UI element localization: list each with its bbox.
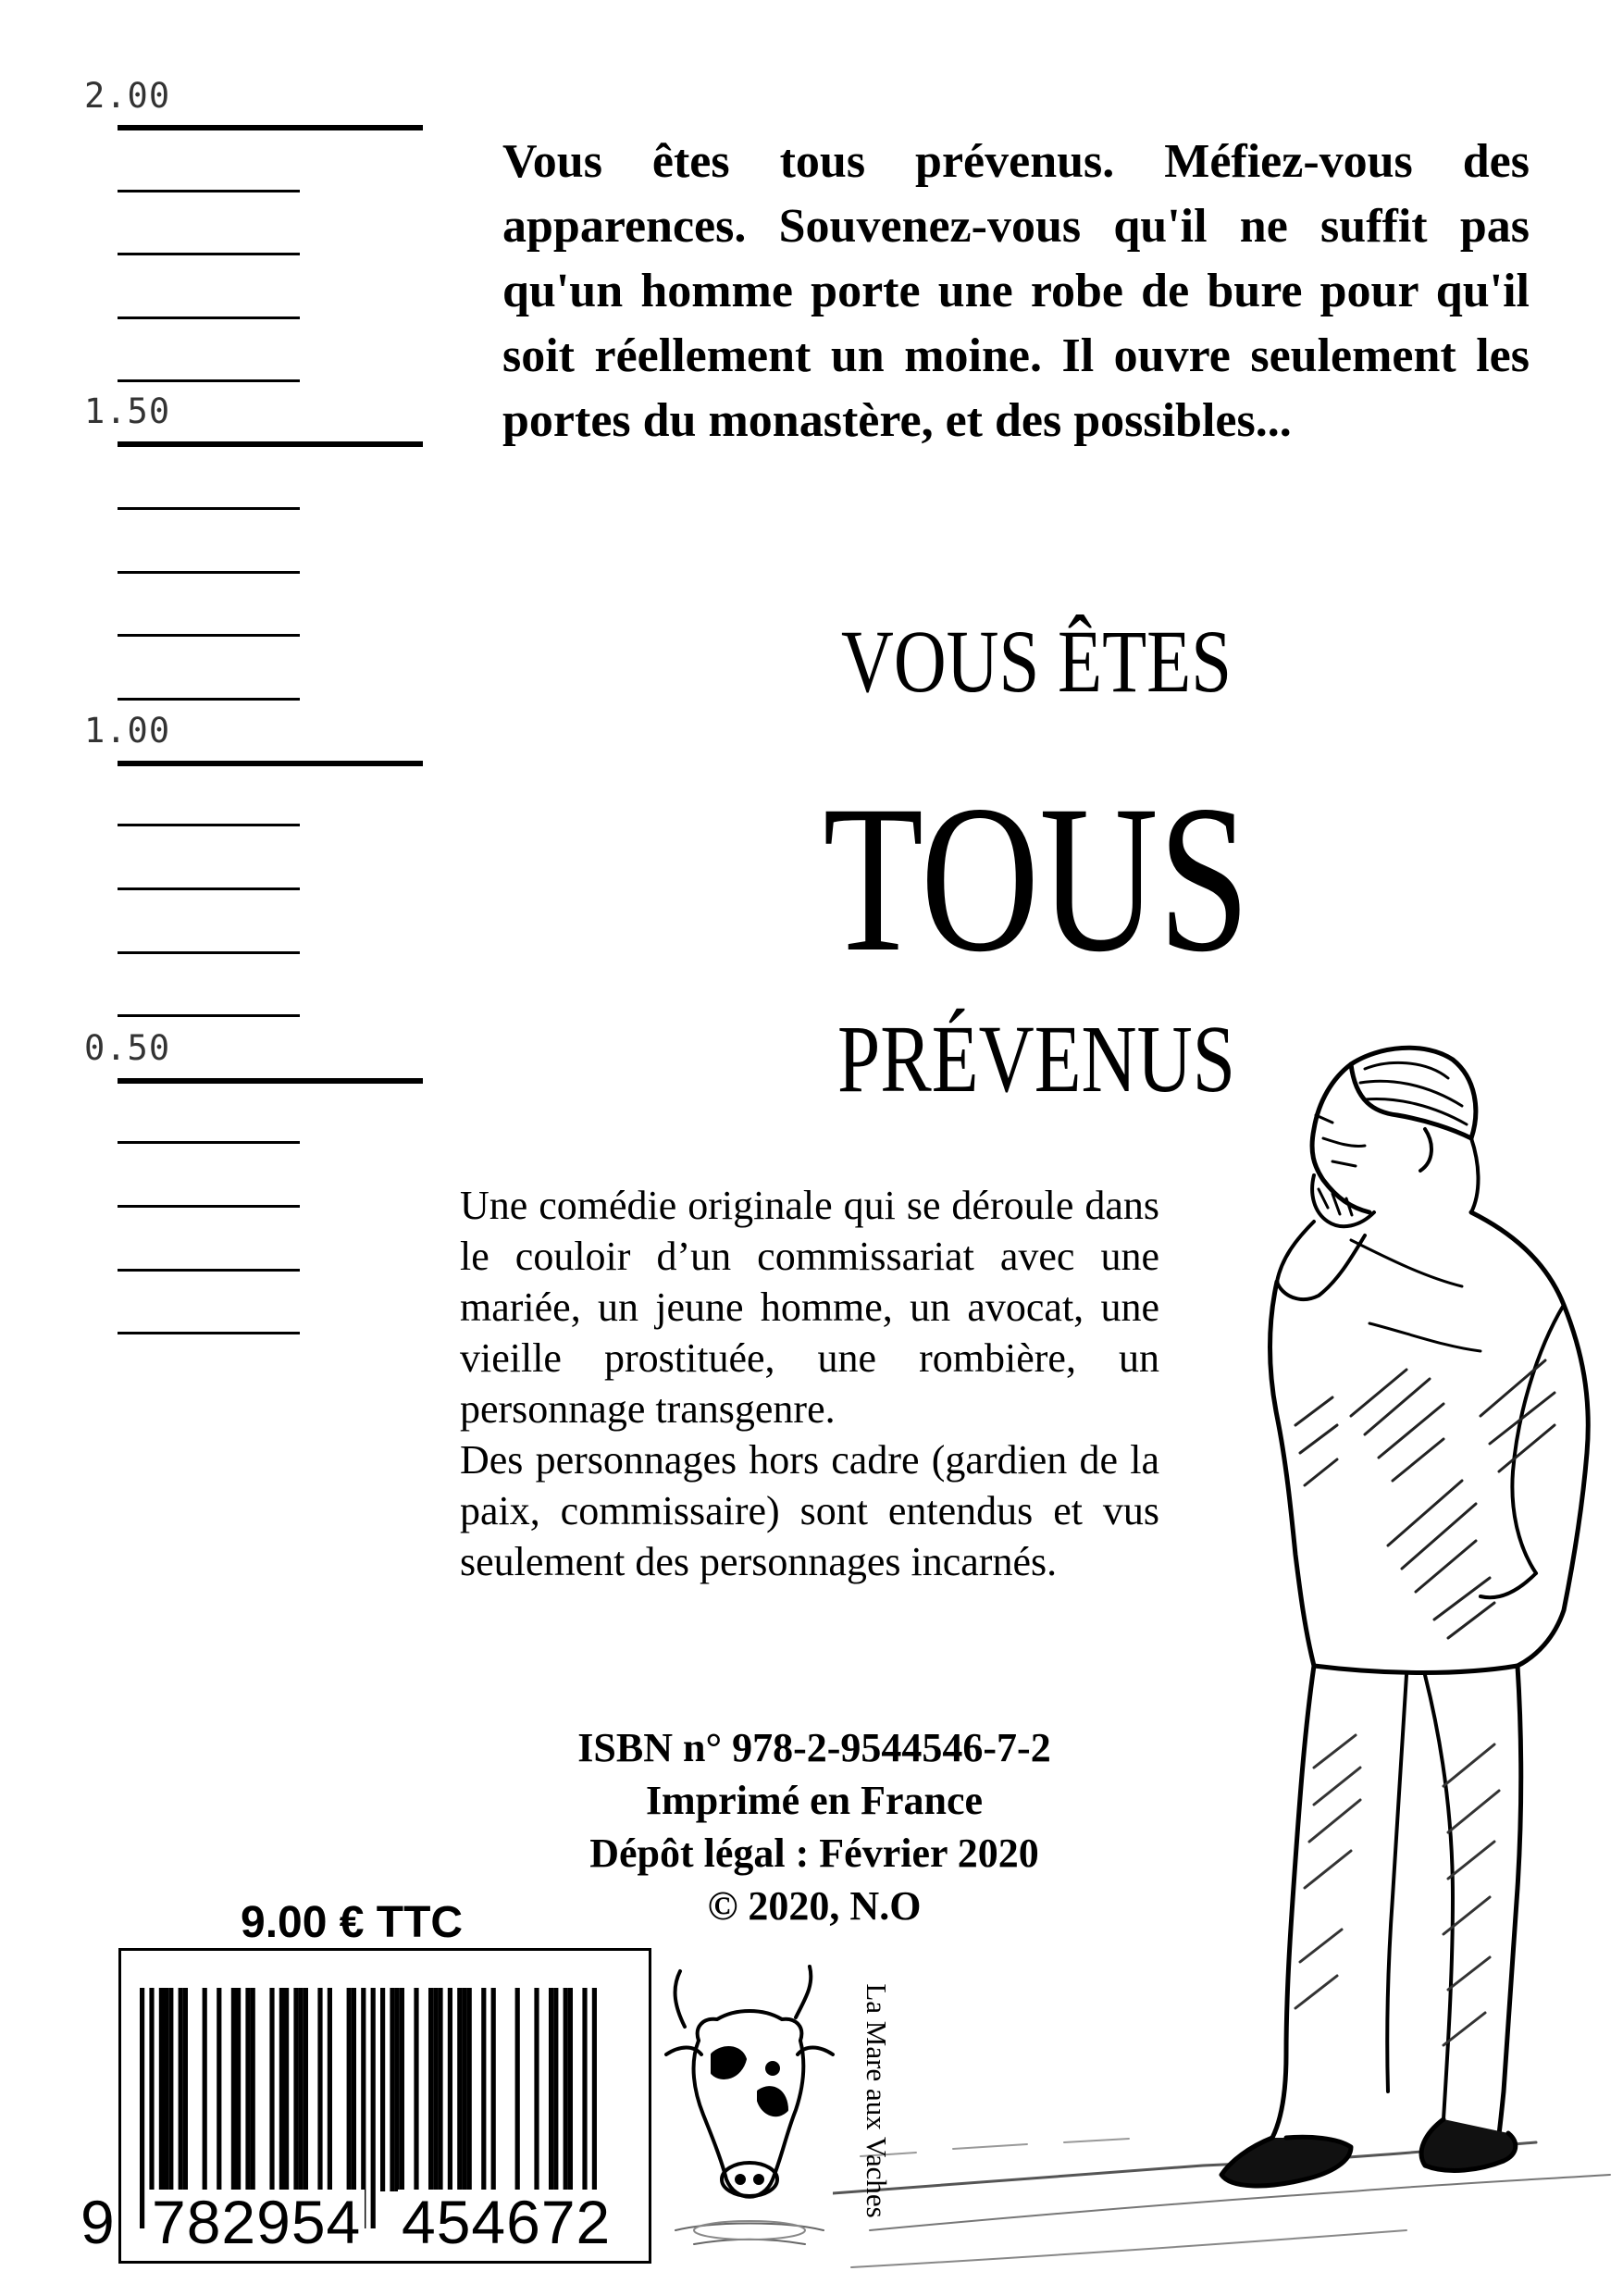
barcode-bar (159, 1988, 164, 2191)
barcode-bar (549, 1988, 553, 2191)
barcode-bar (448, 1988, 452, 2191)
height-label-1-00: 1.00 (84, 711, 171, 751)
barcode-bar (304, 1988, 308, 2191)
height-major-line (118, 761, 423, 766)
barcode-bar (352, 1988, 356, 2191)
barcode-bar (481, 1988, 486, 2191)
barcode-bar (328, 1988, 332, 2191)
height-minor-line (118, 190, 300, 192)
barcode-bar (168, 1988, 173, 2191)
barcode-bar (491, 1988, 496, 2191)
barcode-bar (467, 1988, 472, 2191)
barcode-bar (534, 1988, 539, 2191)
barcode-bar (284, 1988, 289, 2191)
barcode-bar (553, 1988, 558, 2191)
synopsis-paragraph-1: Une comédie originale qui se déroule dans le couloir d’un commissariat avec une mariée, un jeune homme, un avocat, une vieille prostituée, une rombière, un personnage transgenre. (460, 1183, 1159, 1432)
barcode-first-digit: 9 (81, 2188, 115, 2256)
height-major-line (118, 1078, 423, 1084)
price-label: 9.00 € TTC (241, 1898, 464, 1947)
legal-deposit-text: Dépôt légal : Février 2020 (589, 1831, 1039, 1876)
barcode-bar (245, 1988, 250, 2191)
barcode-bar (347, 1988, 352, 2191)
barcode-bar (428, 1988, 433, 2191)
barcode-right-digits: 454672 (398, 2190, 614, 2254)
height-label-1-50: 1.50 (84, 391, 171, 431)
barcode-bar (564, 1988, 568, 2191)
synopsis (460, 1180, 1159, 1587)
legal-info (481, 1721, 1147, 1932)
barcode-bar (568, 1988, 573, 2191)
height-minor-line (118, 1205, 300, 1208)
barcode-bar (371, 1988, 376, 2228)
cow-head-icon (648, 1953, 851, 2258)
height-minor-line (118, 253, 300, 255)
synopsis-paragraph-2: Des personnages hors cadre (gardien de la paix, commissaire) sont entendus et vus seulement des personnages incarnés. (460, 1437, 1159, 1584)
barcode-left-digits: 782954 (148, 2190, 365, 2254)
height-minor-line (118, 571, 300, 574)
title-line-2: TOUS (823, 763, 1250, 996)
height-minor-line (118, 887, 300, 890)
publisher-name: La Mare aux Vaches (861, 1983, 893, 2218)
barcode-bar (269, 1988, 274, 2191)
isbn-text: ISBN n° 978-2-9544546-7-2 (577, 1725, 1051, 1770)
height-label-0-50: 0.50 (84, 1028, 171, 1068)
barcode-bar (236, 1988, 241, 2191)
barcode-bar (140, 1988, 144, 2228)
back-cover-blurb: Vous êtes tous prévenus. Méfiez-vous des apparences. Souvenez-vous qu'il ne suffit pas qu'un homme porte une robe de bure pour qu'il soit réellement un moine. Il ouvre seulement les portes du monastère, et des possibles... (502, 135, 1530, 447)
barcode-bar (515, 1988, 520, 2191)
barcode-bar (299, 1988, 304, 2191)
barcode-bar (183, 1988, 188, 2191)
barcode-bar (433, 1988, 438, 2191)
height-minor-line (118, 1269, 300, 1272)
barcode-bar (231, 1988, 236, 2191)
barcode-bar (251, 1988, 255, 2191)
barcode-bar (380, 1988, 385, 2191)
barcode-bar (457, 1988, 462, 2191)
barcode-bar (390, 1988, 394, 2191)
height-minor-line (118, 507, 300, 510)
copyright-text: © 2020, N.O (707, 1883, 922, 1929)
height-minor-line (118, 951, 300, 954)
barcode-bar (203, 1988, 207, 2191)
height-major-line (118, 125, 423, 130)
height-minor-line (118, 316, 300, 319)
barcode-bar (395, 1988, 400, 2191)
height-minor-line (118, 634, 300, 637)
barcode-bar (279, 1988, 284, 2191)
barcode-bar (217, 1988, 221, 2191)
height-minor-line (118, 1332, 300, 1334)
barcode-bar (400, 1988, 404, 2191)
barcode-bar (164, 1988, 168, 2191)
barcode-bar (438, 1988, 442, 2191)
barcode-bar (462, 1988, 466, 2191)
height-minor-line (118, 1141, 300, 1144)
barcode-bar (414, 1988, 418, 2191)
title-line-3: PRÉVENUS (837, 1006, 1235, 1112)
printed-in-text: Imprimé en France (645, 1778, 984, 1823)
height-minor-line (118, 698, 300, 701)
title-line-1: VOUS ÊTES (840, 612, 1233, 711)
barcode-bar (317, 1988, 322, 2191)
height-minor-line (118, 824, 300, 826)
barcode-bar (179, 1988, 183, 2191)
height-label-2-00: 2.00 (84, 76, 171, 116)
height-major-line (118, 441, 423, 447)
height-minor-line (118, 1014, 300, 1017)
height-minor-line (118, 379, 300, 382)
barcode-bar (293, 1988, 298, 2191)
